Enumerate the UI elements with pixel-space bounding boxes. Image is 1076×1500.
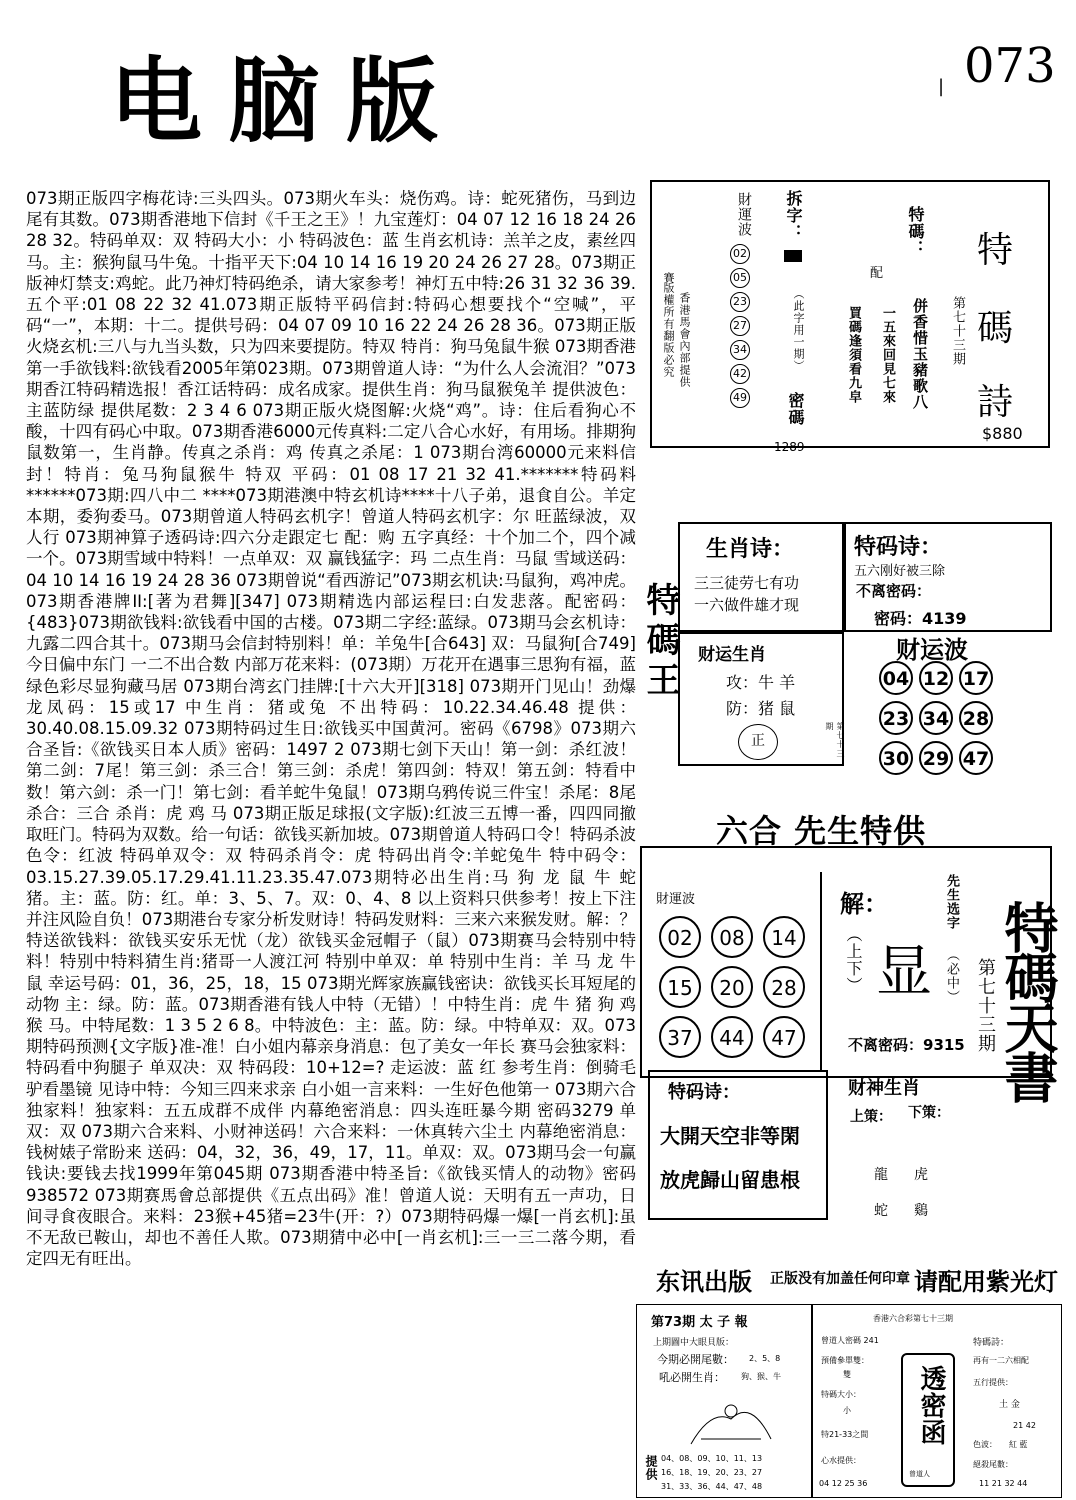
issue-label: 第七十三期 xyxy=(950,296,965,366)
toumihan-key: 五行提供： xyxy=(973,1378,1013,1387)
side-note: （必中） xyxy=(944,948,959,1004)
chaizi-label: 拆字： xyxy=(784,190,803,241)
wave-number: 17 xyxy=(959,661,993,695)
side-tag: 賽 xyxy=(662,272,675,284)
sx-title: 生肖诗： xyxy=(706,537,795,562)
main-article-text: 073期正版四字梅花诗:三头四头。073期火车头：烧伤鸡。诗：蛇死猪伤，马到边尾有其数。073期香港地下信封《千王之王》！九宝莲灯：04 07 12 16 18 24 26 28 32。特码单双：双 特码大小：小 特码波色：蓝 生肖玄机诗：羔羊之皮，素丝四马。主：猴狗鼠马牛兔。十指平天下:04 10 14 16 19 20 24 26 27 28。073期正版神灯禁支:鸡蛇。此乃神灯特码绝杀，请大家参考！神灯五中特:26 31 32 36 39.五个平:01 08 22 32 41.073期正版特平码信封:特码心想要找个“空喊”，平码“一”，本期：十二。提供号码：04 07 09 10 16 22 24 26 28 36。073期正版火烧玄机:三八与九当头数，只为四来要提防。特双 特肖：狗马兔鼠牛猴 073期香港第一手欲钱料:欲钱看2005年第023期。073期曾道人诗：“为什么人会流泪？”073期香江特码精选报！香江话特码：成名成家。提供生肖：狗马鼠猴兔羊 提供波色：主蓝防绿 提供尾数：2 3 4 6 073期正版火烧图解:火烧“鸡”。诗：住后看狗心不酸，十四有码心中取。073期香港6000元传真料:二定八合心水好，有用场。排期狗鼠数第一，生肖静。传真之杀肖：鸡 传真之杀尾：1 073期台湾60000元来料信封！特肖：兔马狗鼠猴牛 特双 平码：01 08 17 21 32 41.*******特码料******073期:四八中二 ****073期港澳中特玄机诗****十八子弟，退食自公。羊定本期，委狗委马。073期曾道人特码玄机字！曾道人特码玄机字：尔 旺蓝绿波，双人行 073期神算子透码诗:四六分走跟定七 配：购 五字真经：十个加二个，四个减一个。073期雪域中特料！一点单双：双 赢钱猛字：玛 二点生肖：马鼠 雪域送码：04 10 14 16 19 24 28 36 073期曾说“看西游记”073期玄机诀:马鼠狗，鸡冲虎。073期香港牌II:[著为君舞][347] 073期精选内部运程曰:白发悲落。配密码：{483}073期欲钱料:欲钱看中国的古楼。073期二字经:蓝绿。073期马会玄机诗：九露二四合其十。073期马会信封特别料！单：羊兔牛[合643] 双：马鼠狗[合749] 今日偏中东门 一二不出合数 内部万花来料：(073期）万花开在遇事三思狗有福，蓝绿色彩尽显狗藏马居 073期台湾玄门挂牌:[十六大开][318] 073期开门见山！劲爆龙凤码：15或17 中生肖：猪或兔 不出特码：10.22.34.46.48 提供：30.40.08.15.09.32 073期特码过生日:欲钱买中国黄河。密码《6798》073期六合圣旨:《欲钱买日本人质》密码：1497 2 073期七剑下天山！第一剑：杀红波！第二剑：7尾！第三剑：杀三合！第三剑：杀虎！第四剑：特双！第五剑：特看中数！第六剑：杀一门！第七剑：看羊蛇牛兔鼠！073期乌鸦传说三件宝！杀尾：8尾 杀合：三合 杀肖：虎 鸡 马 073期正版足球报(文字版):红波三五博一番，四四同撤取旺门。特码为双数。给一句话：欲钱买新加坡。073期曾道人特码口令！特码杀波色令：红波 特码单双令：双 特码杀肖令：虎 特码出肖令:羊蛇兔牛 特中码令：03.15.27.39.05.17.29.41.11.23.35.47.073期特必出生肖:马 狗 龙 鼠 牛 蛇 猪。主：蓝。防：红。单：3、5、7。双：0、4、8 以上资料只供参考！按上下注并注风险自负！073期港台专家分析发财诗！特码发财料：三来六来猴发财。解：？特送欲钱料：欲钱买安乐无忧（龙）欲钱买金冠帽子（鼠）073期赛马会特别中特料！特别中特料猜生肖:猪哥一人渡江河 特别中单双：单 特别中生肖：羊 马 龙 牛 鼠 幸运号码：01，36，25，18，15 073期光辉家族赢钱密诀：欲钱买长耳短尾的动物 主：绿。防：蓝。073期香港有钱人中特（无错）！中特生肖：虎 牛 猪 狗 鸡 猴 马。中特尾数：1 3 5 2 6 8。中特波色：主：蓝。防：绿。中特单双：双。073期特码预测{文字版}准-准！白小姐内幕亲身消息：包了美女一年长 赛马会独家料：特码看中狗腿子 单双决：双 特码段：10+12=? 走运波：蓝 红 参考生肖：倒骑毛驴看墨镜 见诗中特：今知三四来求亲 白小姐一言来料：一生好色他第一 073期六合独家料！独家料：五五成群不成伴 内幕绝密消息：四头连旺暴今期 密码3279 单双：双 073期六合来料、小财神送码！六合来料：一休真转六尘土 内幕绝密消息：钱树婊子常盼来 送码：04，32，36，49，17，11。单双：双。073期马会一句赢钱诀:要钱去找1999年第045期 073期香港中特圣旨:《欲钱买情人的动物》密码938572 073期赛馬會总部提供《五点出码》准！曾道人说：天明有五一声功，日间寻食夜眼合。来料：23猴+45猪=23牛(开：?）073期特码爆一爆[一肖玄机]:虽不无敌已鞍山，却也不善任人欺。073期猜中必中[一肖玄机]:三一三二落今期，看定四无有旺出。 xyxy=(26,189,636,1269)
toumihan-key: 特碼詩： xyxy=(973,1338,1010,1348)
wave-number: 30 xyxy=(879,741,913,775)
wave-number: 37 xyxy=(659,1016,701,1058)
liuhe-headline: 六合 先生特供 xyxy=(716,812,927,850)
inner-divider xyxy=(820,872,822,1072)
cs-up: 上策： xyxy=(850,1109,892,1125)
uv-note: 请配用紫光灯 xyxy=(914,1268,1058,1296)
wave-number: 44 xyxy=(711,1016,753,1058)
seal-stamp xyxy=(738,724,778,760)
chaizi-char xyxy=(784,250,802,262)
tema-wang-title: 特碼王 xyxy=(640,582,680,702)
wave-number: 47 xyxy=(763,1016,805,1058)
tianshu-title: 特碼天書 xyxy=(996,900,1060,1100)
shengxiao-box xyxy=(678,522,844,632)
taizi-provide: 提供 xyxy=(644,1455,658,1481)
seal-title: 透密函 xyxy=(916,1365,946,1446)
caishen-shengxiao xyxy=(844,1074,984,1224)
sx-line: 一六做件雄才现 xyxy=(694,596,800,614)
wave-number-list xyxy=(730,242,752,410)
wave-number: 20 xyxy=(711,966,753,1008)
wave-number: 02 xyxy=(730,244,750,264)
toumihan-key: 絕殺尾數： xyxy=(973,1460,1013,1469)
mima-value: 1289 xyxy=(774,440,805,454)
poem-column: 併香惜玉豬歌八 xyxy=(911,298,929,410)
chaizi-note: （此字用一期） xyxy=(792,288,805,372)
poem-title-char: 詩 xyxy=(977,382,1014,423)
taizi-line: 上期圖中大眼貝版： xyxy=(653,1338,735,1348)
wave-number: 05 xyxy=(730,268,750,288)
wave-number: 49 xyxy=(730,388,750,408)
tema-shi-box xyxy=(844,522,1052,632)
toumihan-key: 再有一二六相配 xyxy=(973,1356,1029,1365)
tema-label: 特碼： xyxy=(906,206,925,257)
taizi-box xyxy=(636,1304,812,1498)
toumihan-row: 特21-33之間 xyxy=(821,1430,869,1439)
copyright-note: 版權所有翻版必究 xyxy=(662,282,675,378)
page-title: 电脑版 xyxy=(110,47,465,155)
tema-poem-box xyxy=(650,180,1050,454)
cs-title: 财神生肖 xyxy=(848,1078,920,1099)
jie-label: 解： xyxy=(840,890,888,918)
wave-number: 15 xyxy=(659,966,701,1008)
mm-label: 密码：4139 xyxy=(874,609,967,628)
cy-defend: 防：猪 鼠 xyxy=(726,699,796,718)
pei-label: 配 xyxy=(870,266,884,281)
taizi-line: 吼必開生肖： xyxy=(659,1371,725,1384)
toumihan-key: 色波： xyxy=(973,1440,997,1449)
wave-number: 34 xyxy=(730,340,750,360)
wave-number: 27 xyxy=(730,316,750,336)
price: $880 xyxy=(982,424,1023,443)
toumihan-box xyxy=(812,1304,1062,1498)
cs-animal: 蛇 xyxy=(874,1203,888,1219)
toumihan-row: 特碼大小： xyxy=(821,1390,861,1399)
wave-number: 12 xyxy=(919,661,953,695)
wave-label: 財運波 xyxy=(736,192,752,237)
poem-title-char: 碼 xyxy=(977,308,1014,349)
cs-animal: 鷄 xyxy=(914,1203,928,1219)
jie-big-char: 显 xyxy=(876,940,932,1005)
toumihan-value: 小 xyxy=(843,1406,851,1415)
wave-number: 02 xyxy=(659,916,701,958)
toumihan-row: 預備參單雙： xyxy=(821,1356,869,1365)
publisher: 东讯出版 xyxy=(656,1268,752,1296)
wave-number: 28 xyxy=(959,701,993,735)
cy-wave-title: 财运波 xyxy=(896,636,968,664)
tm-title: 特码诗： xyxy=(668,1082,740,1103)
wave-number: 34 xyxy=(919,701,953,735)
cs-down: 下策： xyxy=(908,1105,950,1121)
wave-number: 23 xyxy=(730,292,750,312)
caiyun-shengxiao-box xyxy=(678,632,844,766)
jie-note: （上下） xyxy=(844,926,863,994)
toumihan-key: 21 42 xyxy=(1013,1421,1036,1430)
toumihan-key: 紅 藍 xyxy=(1009,1440,1028,1449)
taizi-numbers: 31、33、36、44、47、48 xyxy=(661,1482,763,1491)
tm-line: 五六刚好被三除 xyxy=(854,564,946,579)
cy-title: 财运生肖 xyxy=(698,645,766,665)
cy-wave-grid xyxy=(876,658,1008,778)
bl-label: 不离密码：9315 xyxy=(848,1036,965,1054)
issue-number: 073 xyxy=(964,38,1056,94)
wave-grid xyxy=(654,912,816,1062)
cy-attack: 攻：牛 羊 xyxy=(726,673,796,692)
toumihan-value: 04 12 25 36 xyxy=(819,1479,868,1488)
wave-number: 42 xyxy=(730,364,750,384)
wave-number: 04 xyxy=(879,661,913,695)
taizi-title: 第73期 太 子 報 xyxy=(651,1315,748,1330)
side-note: 先生选字 xyxy=(944,874,959,930)
bl-label: 不离密码： xyxy=(856,582,932,600)
header-mark: | xyxy=(938,76,945,97)
cs-animal: 虎 xyxy=(914,1167,928,1183)
tm-line: 放虎歸山留患根 xyxy=(660,1168,800,1192)
toumihan-row: 心水提供： xyxy=(821,1456,861,1465)
toumihan-row: 曾道人密碼 241 xyxy=(821,1336,879,1345)
tm-line: 大開天空非等閑 xyxy=(660,1124,800,1148)
mima-label: 密碼 xyxy=(786,392,805,426)
wave-number: 14 xyxy=(763,916,805,958)
wave-number: 08 xyxy=(711,916,753,958)
wave-number: 23 xyxy=(879,701,913,735)
toumihan-value: 雙 xyxy=(843,1370,851,1379)
toumihan-header: 香港六合彩第七十三期 xyxy=(873,1314,953,1323)
wave-label: 財運波 xyxy=(656,892,696,907)
poem-title-char: 特 xyxy=(977,230,1014,271)
tm-title: 特码诗： xyxy=(854,535,943,560)
notice: 正版没有加盖任何印章 xyxy=(770,1271,910,1287)
seal-text: 正 xyxy=(751,733,765,749)
issue-label: 第七十三期 xyxy=(975,958,996,1053)
taizi-illustration xyxy=(681,1389,781,1449)
toumihan-key: 11 21 32 44 xyxy=(979,1479,1028,1488)
poem-column: 一五來回見七來 xyxy=(880,306,895,404)
poem-column: 買碼逢須看九皁 xyxy=(846,306,861,404)
toumihan-key: 土 金 xyxy=(999,1400,1020,1410)
seal-issue: 第七十三期 xyxy=(825,722,845,758)
wave-number: 28 xyxy=(763,966,805,1008)
taizi-numbers: 16、18、19、20、23、27 xyxy=(661,1468,763,1477)
taizi-numbers: 04、08、09、10、11、13 xyxy=(661,1454,763,1463)
wave-number: 47 xyxy=(959,741,993,775)
seal-sub: 曾道人 xyxy=(909,1470,930,1478)
source-note: 香港馬會內部提供 xyxy=(678,292,691,388)
cs-animal: 龍 xyxy=(874,1167,888,1183)
taizi-value: 2、5、8 xyxy=(749,1354,781,1363)
taizi-line: 今期必開尾數： xyxy=(657,1353,734,1366)
tema-poem-box-2 xyxy=(648,1070,828,1220)
sx-line: 三三徒劳七有功 xyxy=(694,574,800,592)
toumihan-seal xyxy=(901,1353,955,1487)
taizi-value: 狗、猴、牛 xyxy=(741,1372,781,1381)
wave-number: 29 xyxy=(919,741,953,775)
